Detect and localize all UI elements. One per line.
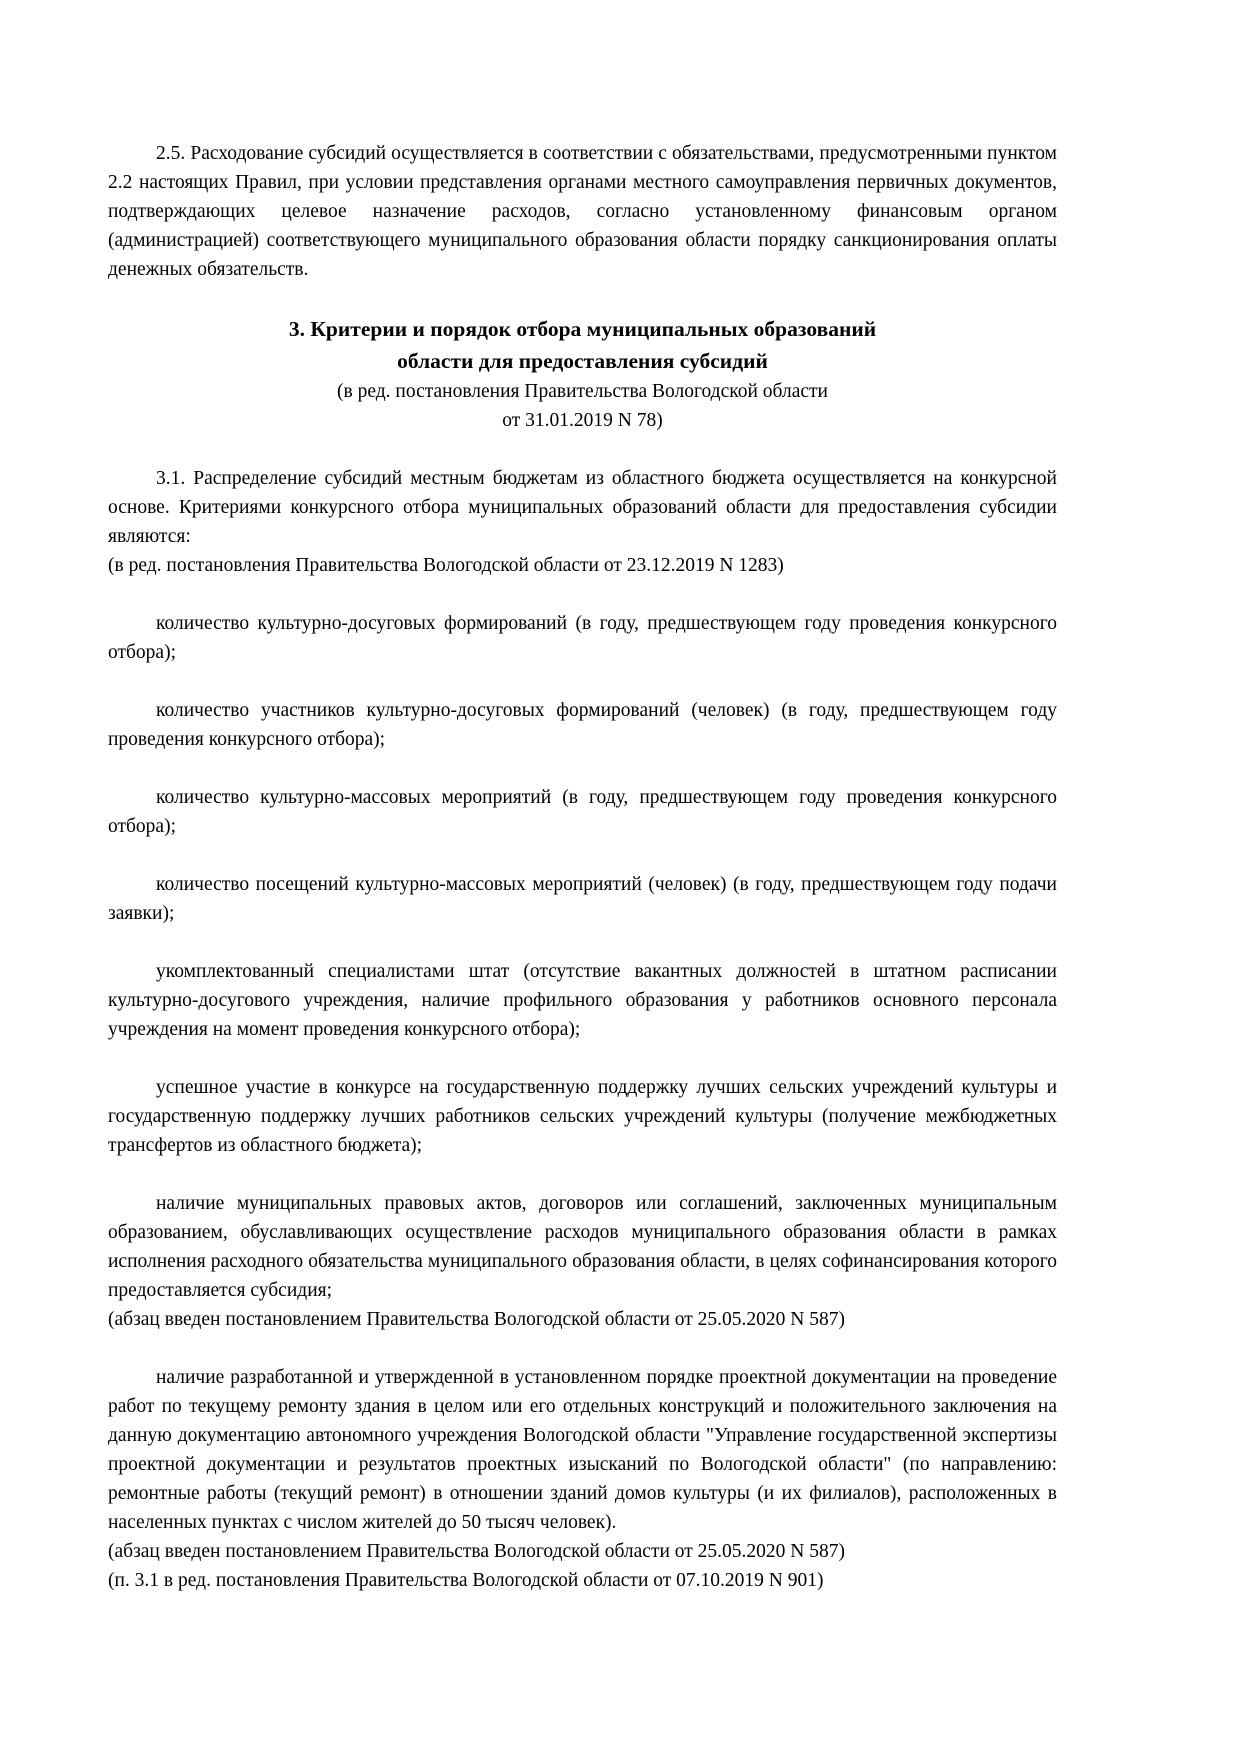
criterion-8-edit-note-2: (п. 3.1 в ред. постановления Правительства Вологодской области от 07.10.2019 N 901) <box>108 1570 824 1591</box>
criterion-7: наличие муниципальных правовых актов, договоров или соглашений, заключенных муниципальным образованием, обуславливающих осуществление расходов муниципального образования области в рамках исполнения расходного обязательства муниципального образования области, в целях софинансирования которого предоставляется субсидия; <box>108 1193 1057 1301</box>
criterion-4: количество посещений культурно-массовых мероприятий (человек) (в году, предшествующем году подачи заявки); <box>108 874 1057 924</box>
paragraph-3-1-edit-note: (в ред. постановления Правительства Вологодской области от 23.12.2019 N 1283) <box>108 555 784 576</box>
criterion-5: укомплектованный специалистами штат (отсутствие вакантных должностей в штатном расписании культурно-досугового учреждения, наличие профильного образования у работников основного персонала учреждения на момент проведения конкурсного отбора); <box>108 961 1057 1040</box>
paragraph-3-1: 3.1. Распределение субсидий местным бюджетам из областного бюджета осуществляется на конкурсной основе. Критериями конкурсного отбора муниципальных образований области для предоставления субсидии являются: <box>108 468 1057 547</box>
paragraph-2-5: 2.5. Расходование субсидий осуществляется в соответствии с обязательствами, предусмотренными пунктом 2.2 настоящих Правил, при условии представления органами местного самоуправления первичных документов, подтверждающих целевое назначение расходов, согласно установленному финансовым органом (администрацией) соответствующего муниципального образования области порядку санкционирования оплаты денежных обязательств. <box>108 143 1057 280</box>
section-3-title-line-1: 3. Критерии и порядок отбора муниципальных образований <box>288 317 877 341</box>
criterion-6: успешное участие в конкурсе на государственную поддержку лучших сельских учреждений культуры и государственную поддержку лучших работников сельских учреждений культуры (получение межбюджетных трансфертов из областного бюджета); <box>108 1077 1057 1156</box>
section-3-edit-note-line-2: от 31.01.2019 N 78) <box>502 410 663 431</box>
criterion-8-edit-note: (абзац введен постановлением Правительства Вологодской области от 25.05.2020 N 587) <box>108 1541 845 1562</box>
section-3-edit-note-line-1: (в ред. постановления Правительства Вологодской области <box>337 381 828 402</box>
section-3-title-line-2: области для предоставления субсидий <box>397 349 768 373</box>
criterion-3: количество культурно-массовых мероприятий (в году, предшествующем году проведения конкурсного отбора); <box>108 787 1057 837</box>
criterion-2: количество участников культурно-досуговых формирований (человек) (в году, предшествующем году проведения конкурсного отбора); <box>108 700 1057 750</box>
criterion-8: наличие разработанной и утвержденной в установленном порядке проектной документации на проведение работ по текущему ремонту здания в целом или его отдельных конструкций и положительного заключения на данную документацию автономного учреждения Вологодской области "Управление государственной экспертизы проектной документации и результатов проектных изысканий по Вологодской области" (по направлению: ремонтные работы (текущий ремонт) в отношении зданий домов культуры (и их филиалов), расположенных в населенных пунктах с числом жителей до 50 тысяч человек). <box>108 1367 1057 1533</box>
criterion-7-edit-note: (абзац введен постановлением Правительства Вологодской области от 25.05.2020 N 587) <box>108 1309 845 1330</box>
criterion-1: количество культурно-досуговых формирований (в году, предшествующем году проведения конкурсного отбора); <box>108 613 1057 663</box>
